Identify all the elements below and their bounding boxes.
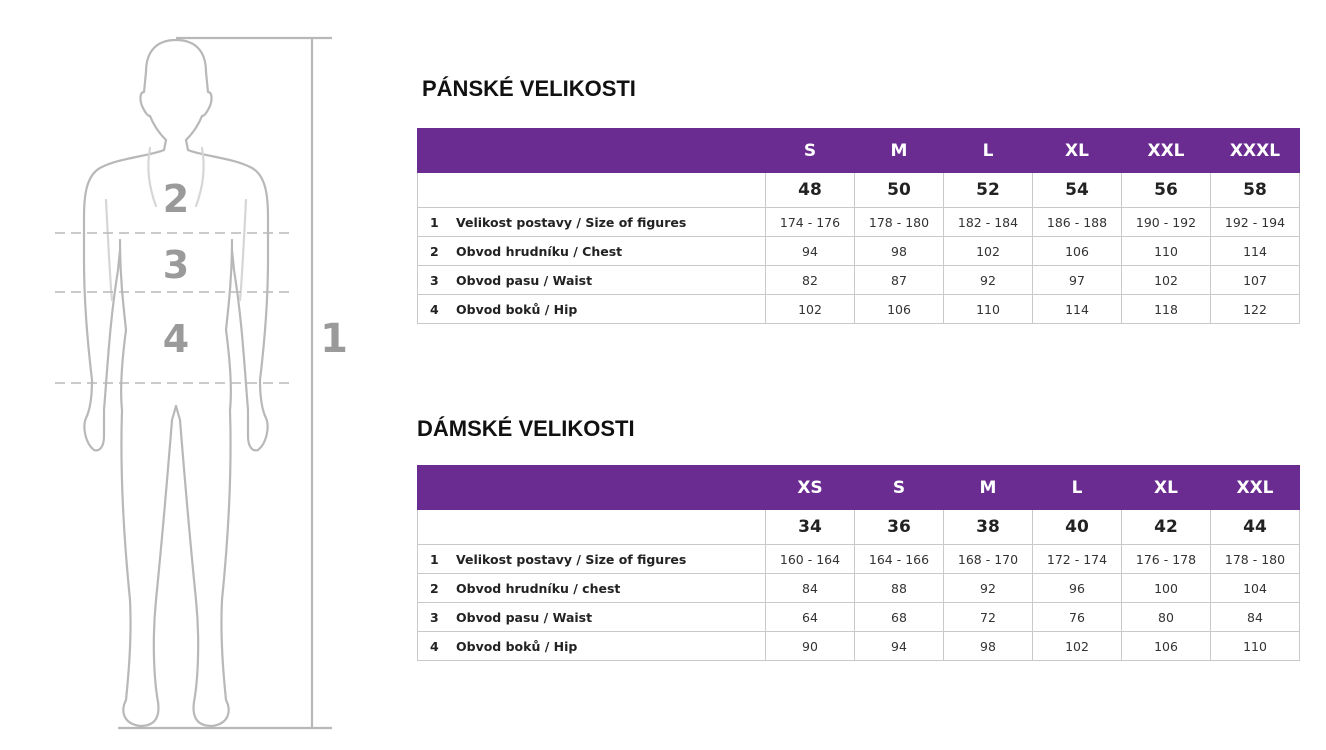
header-blank — [418, 466, 766, 510]
measurement-value: 68 — [855, 603, 944, 632]
measurement-label-cell — [418, 295, 766, 324]
table-row — [418, 295, 1300, 324]
measurement-value: 168 - 170 — [944, 545, 1033, 574]
measurement-value: 84 — [766, 574, 855, 603]
measurement-value: 97 — [1033, 266, 1122, 295]
size-number-row — [418, 510, 1300, 545]
measurement-value: 102 — [766, 295, 855, 324]
measurement-value: 84 — [1211, 603, 1300, 632]
measurement-value: 118 — [1122, 295, 1211, 324]
measurement-value: 106 — [1033, 237, 1122, 266]
measurement-label: Obvod boků / Hip — [456, 301, 578, 317]
size-label: XXL — [1122, 129, 1211, 173]
measurement-value: 72 — [944, 603, 1033, 632]
measurement-value: 92 — [944, 574, 1033, 603]
measurement-label: Obvod hrudníku / chest — [456, 580, 621, 596]
row-index: 2 — [430, 580, 439, 596]
measurement-label-cell — [418, 632, 766, 661]
measurement-value: 98 — [855, 237, 944, 266]
measurement-value: 102 — [944, 237, 1033, 266]
measurement-label-cell — [418, 266, 766, 295]
size-number: 44 — [1211, 510, 1300, 545]
size-label: XL — [1033, 129, 1122, 173]
measurement-label-cell — [418, 574, 766, 603]
size-header-row — [418, 466, 1300, 510]
measurement-value: 106 — [855, 295, 944, 324]
size-number: 52 — [944, 173, 1033, 208]
measurement-value: 182 - 184 — [944, 208, 1033, 237]
height-bracket — [118, 38, 332, 728]
header-blank — [418, 129, 766, 173]
measurement-label: Obvod hrudníku / Chest — [456, 243, 623, 259]
size-label: L — [944, 129, 1033, 173]
measurement-label: Obvod boků / Hip — [456, 638, 578, 654]
size-number: 54 — [1033, 173, 1122, 208]
size-label: XXL — [1211, 466, 1300, 510]
measurement-value: 87 — [855, 266, 944, 295]
measurement-value: 114 — [1033, 295, 1122, 324]
measurement-label-cell — [418, 208, 766, 237]
measurement-value: 76 — [1033, 603, 1122, 632]
size-label: XXXL — [1211, 129, 1300, 173]
measurement-value: 106 — [1122, 632, 1211, 661]
measurement-value: 110 — [1211, 632, 1300, 661]
size-label: L — [1033, 466, 1122, 510]
size-number: 56 — [1122, 173, 1211, 208]
measurement-value: 114 — [1211, 237, 1300, 266]
row-index: 1 — [430, 551, 439, 567]
women-sizes-title: DÁMSKÉ VELIKOSTI — [417, 416, 635, 441]
size-number: 50 — [855, 173, 944, 208]
zone-label-hip: 4 — [162, 317, 190, 361]
measurement-value: 178 - 180 — [1211, 545, 1300, 574]
table-row — [418, 632, 1300, 661]
measurement-value: 122 — [1211, 295, 1300, 324]
size-label: M — [944, 466, 1033, 510]
row-index: 1 — [430, 214, 439, 230]
measurement-value: 102 — [1033, 632, 1122, 661]
number-blank — [418, 510, 766, 545]
body-measurement-figure — [0, 0, 400, 750]
measurement-value: 90 — [766, 632, 855, 661]
size-number: 42 — [1122, 510, 1211, 545]
row-index: 2 — [430, 243, 439, 259]
row-index: 4 — [430, 301, 439, 317]
table-row — [418, 237, 1300, 266]
table-row — [418, 208, 1300, 237]
size-label: XS — [766, 466, 855, 510]
size-label: XL — [1122, 466, 1211, 510]
measurement-value: 92 — [944, 266, 1033, 295]
size-label: M — [855, 129, 944, 173]
men-sizes-title: PÁNSKÉ VELIKOSTI — [422, 76, 636, 101]
measurement-value: 82 — [766, 266, 855, 295]
table-row — [418, 603, 1300, 632]
size-number: 40 — [1033, 510, 1122, 545]
zone-label-waist: 3 — [162, 243, 190, 287]
row-index: 3 — [430, 609, 439, 625]
measurement-value: 102 — [1122, 266, 1211, 295]
size-header-row — [418, 129, 1300, 173]
measurement-value: 94 — [766, 237, 855, 266]
measurement-value: 174 - 176 — [766, 208, 855, 237]
measurement-value: 104 — [1211, 574, 1300, 603]
measurement-label: Velikost postavy / Size of figures — [456, 551, 687, 567]
measurement-value: 88 — [855, 574, 944, 603]
measurement-value: 110 — [944, 295, 1033, 324]
measurement-value: 160 - 164 — [766, 545, 855, 574]
measurement-value: 172 - 174 — [1033, 545, 1122, 574]
size-number: 36 — [855, 510, 944, 545]
zone-label-chest: 2 — [162, 177, 190, 221]
measurement-value: 192 - 194 — [1211, 208, 1300, 237]
size-number: 48 — [766, 173, 855, 208]
height-label: 1 — [320, 316, 348, 362]
size-number: 58 — [1211, 173, 1300, 208]
measurement-value: 110 — [1122, 237, 1211, 266]
measurement-value: 164 - 166 — [855, 545, 944, 574]
measurement-value: 186 - 188 — [1033, 208, 1122, 237]
measurement-label-cell — [418, 603, 766, 632]
size-label: S — [766, 129, 855, 173]
size-label: S — [855, 466, 944, 510]
measurement-value: 100 — [1122, 574, 1211, 603]
measurement-value: 176 - 178 — [1122, 545, 1211, 574]
measurement-value: 178 - 180 — [855, 208, 944, 237]
measurement-label: Obvod pasu / Waist — [456, 609, 593, 625]
measurement-value: 98 — [944, 632, 1033, 661]
measurement-value: 80 — [1122, 603, 1211, 632]
row-index: 4 — [430, 638, 439, 654]
table-row — [418, 545, 1300, 574]
number-blank — [418, 173, 766, 208]
men-size-table — [417, 128, 1300, 324]
measurement-label-cell — [418, 237, 766, 266]
table-row — [418, 574, 1300, 603]
measurement-value: 190 - 192 — [1122, 208, 1211, 237]
size-number: 38 — [944, 510, 1033, 545]
measurement-value: 64 — [766, 603, 855, 632]
women-size-table — [417, 465, 1300, 661]
measurement-value: 96 — [1033, 574, 1122, 603]
measurement-value: 94 — [855, 632, 944, 661]
table-row — [418, 266, 1300, 295]
measurement-label: Velikost postavy / Size of figures — [456, 214, 687, 230]
measurement-label-cell — [418, 545, 766, 574]
size-number-row — [418, 173, 1300, 208]
measurement-value: 107 — [1211, 266, 1300, 295]
measurement-label: Obvod pasu / Waist — [456, 272, 593, 288]
row-index: 3 — [430, 272, 439, 288]
size-number: 34 — [766, 510, 855, 545]
